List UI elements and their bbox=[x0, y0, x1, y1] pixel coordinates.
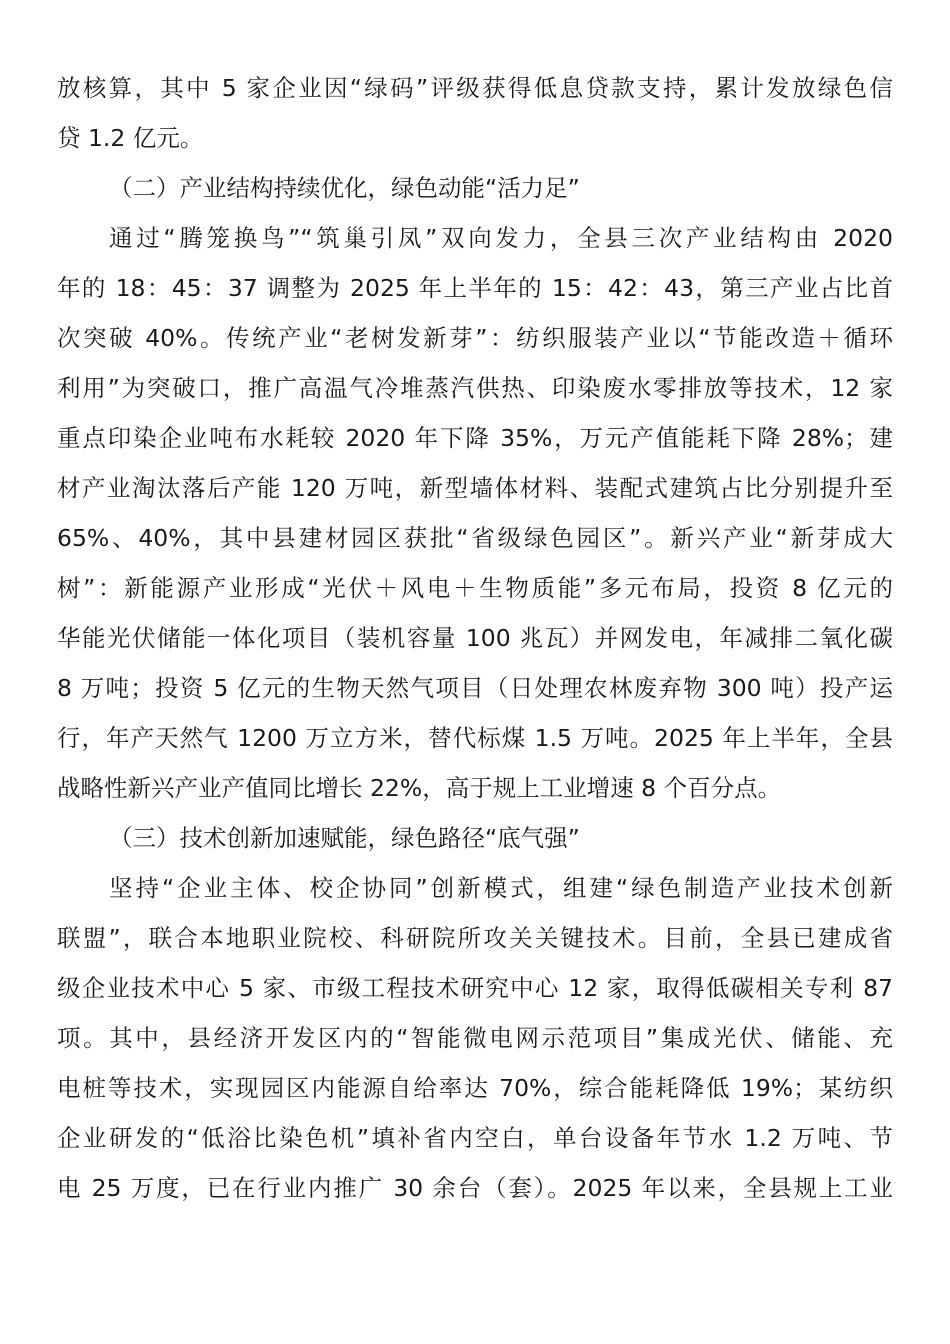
paragraph-line: 材产业淘汰落后产能 120 万吨，新型墙体材料、装配式建筑占比分别提升至 bbox=[57, 474, 893, 502]
paragraph-line: 重点印染企业吨布水耗较 2020 年下降 35%，万元产值能耗下降 28%；建 bbox=[57, 424, 893, 452]
paragraph-line: 通过“腾笼换鸟”“筑巢引凤”双向发力，全县三次产业结构由 2020 bbox=[109, 224, 893, 252]
section-heading: （二）产业结构持续优化，绿色动能“活力足” bbox=[109, 174, 580, 202]
paragraph-line: 联盟”，联合本地职业院校、科研院所攻关关键技术。目前，全县已建成省 bbox=[57, 924, 893, 952]
paragraph-line: 65%、40%，其中县建材园区获批“省级绿色园区”。新兴产业“新芽成大 bbox=[57, 524, 893, 552]
paragraph-line: 企业研发的“低浴比染色机”填补省内空白，单台设备年节水 1.2 万吨、节 bbox=[57, 1124, 893, 1152]
paragraph-line: 行，年产天然气 1200 万立方米，替代标煤 1.5 万吨。2025 年上半年，全县 bbox=[57, 724, 893, 752]
paragraph-line: 华能光伏储能一体化项目（装机容量 100 兆瓦）并网发电，年减排二氧化碳 bbox=[57, 624, 893, 652]
paragraph-line: 级企业技术中心 5 家、市级工程技术研究中心 12 家，取得低碳相关专利 87 bbox=[57, 974, 893, 1002]
section-heading: （三）技术创新加速赋能，绿色路径“底气强” bbox=[109, 824, 580, 852]
paragraph-line: 次突破 40%。传统产业“老树发新芽”：纺织服装产业以“节能改造＋循环 bbox=[57, 324, 893, 352]
paragraph-line: 树”：新能源产业形成“光伏＋风电＋生物质能”多元布局，投资 8 亿元的 bbox=[57, 574, 893, 602]
paragraph-line: 放核算，其中 5 家企业因“绿码”评级获得低息贷款支持，累计发放绿色信 bbox=[57, 74, 893, 102]
paragraph-line: 坚持“企业主体、校企协同”创新模式，组建“绿色制造产业技术创新 bbox=[109, 874, 893, 902]
paragraph-line: 电 25 万度，已在行业内推广 30 余台（套）。2025 年以来，全县规上工业 bbox=[57, 1174, 893, 1202]
paragraph-line: 项。其中，县经济开发区内的“智能微电网示范项目”集成光伏、储能、充 bbox=[57, 1024, 893, 1052]
paragraph-line: 贷 1.2 亿元。 bbox=[57, 124, 204, 152]
paragraph-line: 电桩等技术，实现园区内能源自给率达 70%，综合能耗降低 19%；某纺织 bbox=[57, 1074, 893, 1102]
paragraph-line: 战略性新兴产业产值同比增长 22%，高于规上工业增速 8 个百分点。 bbox=[57, 774, 782, 802]
paragraph-line: 年的 18：45：37 调整为 2025 年上半年的 15：42：43，第三产业占比首 bbox=[57, 274, 893, 302]
paragraph-line: 利用”为突破口，推广高温气冷堆蒸汽供热、印染废水零排放等技术，12 家 bbox=[57, 374, 893, 402]
paragraph-line: 8 万吨；投资 5 亿元的生物天然气项目（日处理农林废弃物 300 吨）投产运 bbox=[57, 674, 893, 702]
